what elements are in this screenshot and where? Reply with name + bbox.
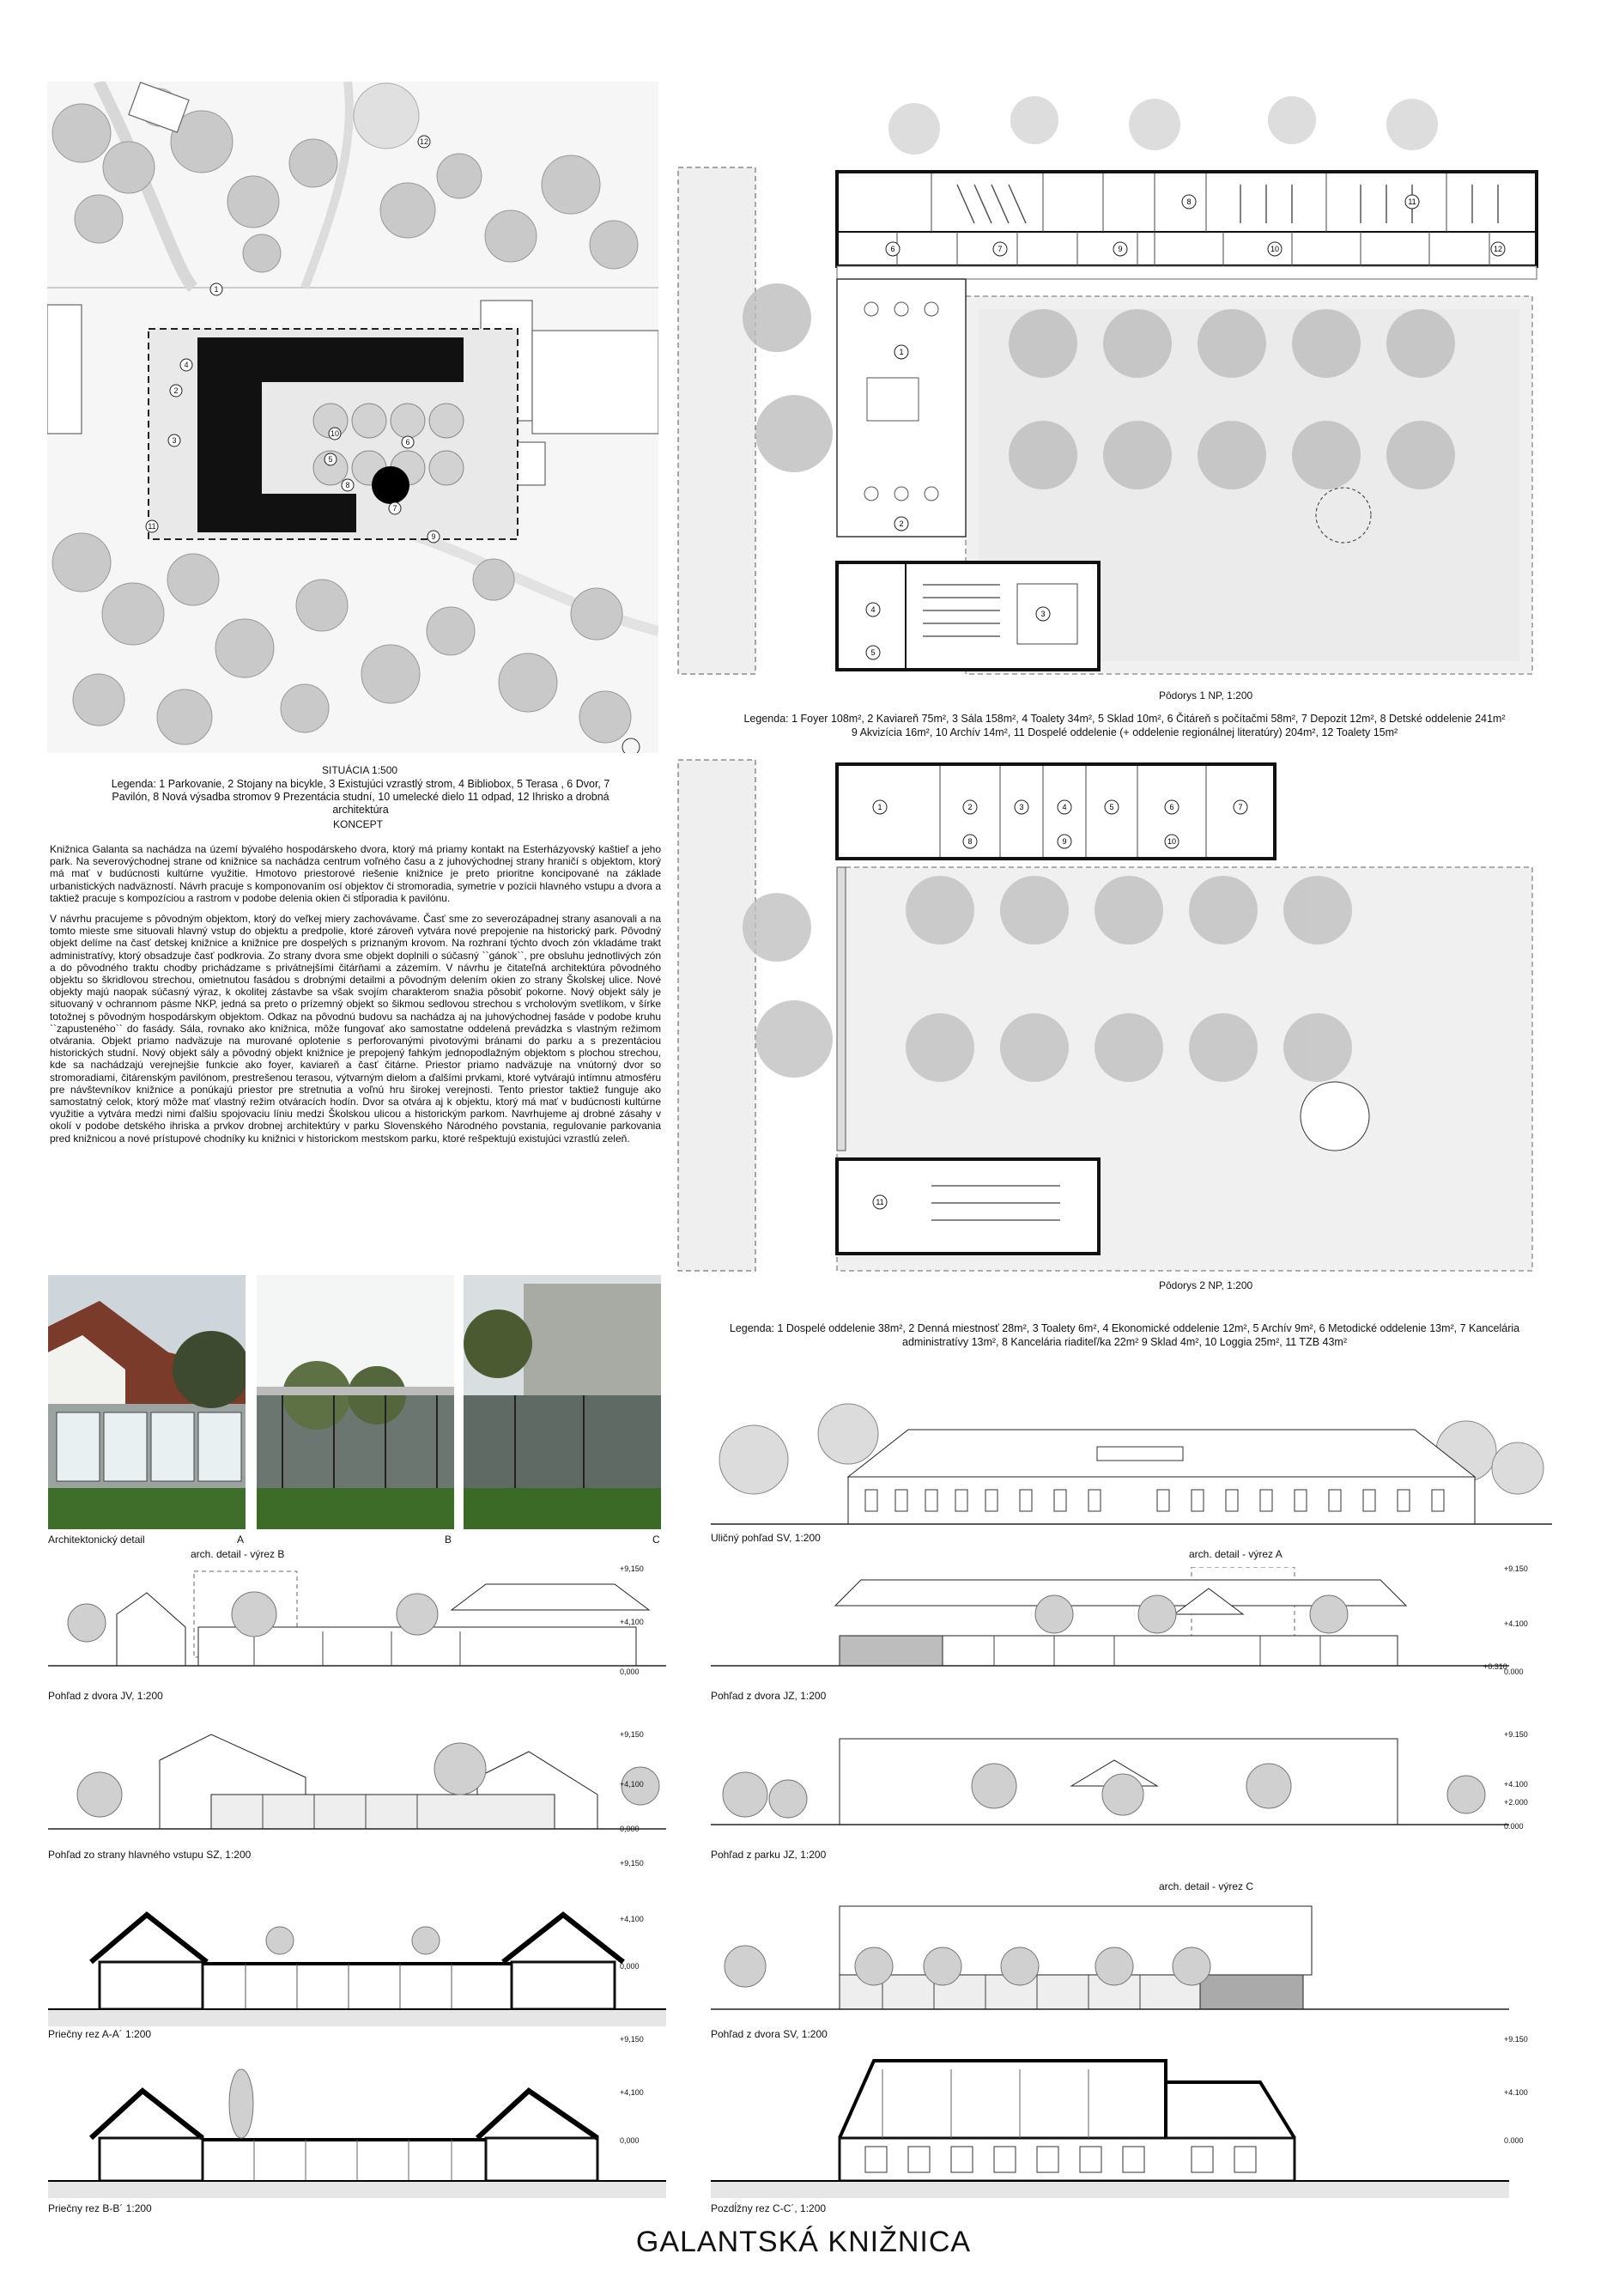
detail-c-label: arch. detail - výrez C xyxy=(1159,1880,1254,1892)
page-title: GALANTSKÁ KNIŽNICA xyxy=(635,2226,972,2258)
room-1: 1 xyxy=(899,348,904,356)
room-7: 7 xyxy=(998,245,1003,253)
elevation-park-jz xyxy=(711,1726,1509,1846)
level-9150-park: +9.150 xyxy=(1504,1730,1528,1739)
site-marker-3: 3 xyxy=(172,436,177,445)
site-marker-6: 6 xyxy=(405,438,410,446)
room-9: 9 xyxy=(1118,245,1123,253)
level-9150-cc: +9.150 xyxy=(1504,2035,1528,2044)
site-marker-9: 9 xyxy=(431,532,436,541)
section-bb-caption: Priečny rez B-B´ 1:200 xyxy=(48,2202,152,2214)
room-5: 5 xyxy=(870,648,876,657)
park-jz-caption: Pohľad z parku JZ, 1:200 xyxy=(711,1849,827,1861)
section-bb xyxy=(48,2044,666,2198)
room-4: 4 xyxy=(870,605,876,614)
street-sv-caption: Uličný pohľad SV, 1:200 xyxy=(711,1532,821,1544)
level-0-cc: 0.000 xyxy=(1504,2136,1524,2145)
room2-1: 1 xyxy=(877,803,882,811)
level-4100-sz: +4,100 xyxy=(620,1780,644,1789)
details-caption: Architektonický detail xyxy=(48,1534,145,1546)
detail-label-b: B xyxy=(445,1534,452,1546)
site-marker-7: 7 xyxy=(392,504,397,513)
detail-label-c: C xyxy=(652,1534,660,1546)
concept-text xyxy=(50,843,661,1153)
level-4100-jz: +4.100 xyxy=(1504,1619,1528,1628)
room-2: 2 xyxy=(899,519,904,528)
concept-paragraph-2: V návrhu pracujeme s pôvodným objektom, ktorý do veľkej miery zachovávame. Časť sme zo severozápadnej strany asanovali a na tomto mieste sme situovali hlavný vstup do objektu a predpolie, ktoré zároveň vytvára nové prepojenie na historický park. Pôvodný objekt delíme na časť detskej knižnice a knižnice pre dospelých s priznaným krovom. Na rozhraní týchto dvoch zón vkladáme trakt administratívy, ktorý obsadzuje časť podkrovia. Zo strany dvora sme objekt doplnili o súčasný ``gánok``, pre obsluhu jednotlivých zón a do pôvodného traktu chodby prichádzame s privátnejšími čitárňami a zázemím. V návrhu je čitateľná architektúra pôvodného objektu so škridlovou strechou, omietnutou fasádou s drobnými detailmi a pôvodným delením okien zo strany Školskej ulice. Nové objekty majú naopak súčasný výraz, k okolitej zástavbe sa však svojím charakterom snažia pôsobiť pokorne. Nový objekt sály je situovaný v ochrannom pásme NKP, jedná sa preto o prízemný objekt so šikmou sedlovou strechou s vrcholovým svetlíkom, v šírke totožnej s pôvodným hospodárskym objektom. Odkaz na pôvodnú budovu sa nachádza aj na juhovýchodnej fasáde v podobe kruhu ``zapusteného`` do fasády. Sála, rovnako ako knižnica, môže fungovať ako samostatne oddelená prevádzka s vlastným režimom otvárania. Objekt priamo nadväzuje na murované oplotenie s perforovanými pivotovými bránami do parku a s prezentáciou historických studní. Nový objekt sály a pôvodný objekt knižnice je prepojený fahkým jednopodlažným objektom s plochou strechou, kde sa nachádzajú verejnejšie funkcie ako foyer, kaviareň a časť čitárne. Priestor priamo nadväzuje na vnútorný dvor so stromoradiami, čitárenským pavilónom, prestrešenou terasou, výtvarným dielom a ďalšími prvkami, ktoré vytvárajú intímnu atmosféru pre návštevníkov knižnice a ponúkajú priestor pre stretnutia a voľnú hru širokej verejnosti. Tento priestor taktiež funguje ako samostatný celok, ktorý môže mať vlastný režim otváracích hodín. Dvor sa otvára aj k objektu, ktorý má mať v budúcnosti kultúrne využitie a vytvára medzi nimi ďalšiu spojovaciu líniu medzi Školskou ulicou a historickým parkom. Navrhujeme aj drobné zásahy v okolí v podobe detského ihriska a prvkov drobnej architektúry v parku Slovenského Národného povstania, regulovanie parkovania pred knižnicou a nové prístupové chodníky ku knižnici v historickom mestskom parku, ktoré rešpektujú existujúci vzrastlú zeleň. xyxy=(50,913,661,1145)
floor2-legend-1: Legenda: 1 Dospelé oddelenie 38m², 2 Denná miestnosť 28m², 3 Toalety 6m², 4 Ekonomické oddelenie 12m², 5 Archív 9m², 6 Metodické oddelenie 13m², 7 Kancelária xyxy=(729,1322,1520,1334)
room2-4: 4 xyxy=(1062,803,1067,811)
level-0-jv: 0,000 xyxy=(620,1667,640,1676)
site-marker-4: 4 xyxy=(184,361,189,369)
site-marker-10: 10 xyxy=(330,429,340,438)
room-3: 3 xyxy=(1040,610,1046,618)
detail-render-a xyxy=(48,1275,246,1529)
detail-render-c xyxy=(464,1275,661,1529)
level-2000-park: +2.000 xyxy=(1504,1798,1528,1807)
elevation-entrance-sz xyxy=(48,1726,666,1846)
room2-8: 8 xyxy=(967,837,973,846)
detail-render-b xyxy=(257,1275,454,1529)
level-9150-aa: +9,150 xyxy=(620,1859,644,1868)
level-9150-jv: +9,150 xyxy=(620,1564,644,1573)
floor-plan-2np xyxy=(674,756,1558,1279)
floor2-legend-2: administratívy 13m², 8 Kancelária riaditeľ/ka 22m² 9 Sklad 4m², 10 Loggia 25m², 11 TZB 43m² xyxy=(902,1336,1347,1348)
section-cc-caption: Pozdĺžny rez C-C´, 1:200 xyxy=(711,2202,827,2214)
elevation-court-sv xyxy=(711,1872,1509,2022)
floor1-legend-2: 9 Akvizícia 16m², 10 Archív 14m², 11 Dospelé oddelenie (+ oddelenie regionálnej literatúry) 204m², 12 Toalety 15m² xyxy=(851,726,1398,738)
room-11: 11 xyxy=(1408,197,1416,206)
level-4100-aa: +4,100 xyxy=(620,1915,644,1923)
concept-paragraph-1: Knižnica Galanta sa nachádza na území bývalého hospodárskeho dvora, ktorý má priamy kontakt na Esterházyovský kaštieľ a jeho park. Na severovýchodnej strane od knižnice sa nachádza centrum voľného času a z juhovýchodnej strany hraničí s objektom, ktorý má mať v budúcnosti kultúrne využitie. Hmotovo priestorové riešenie knižnice je preto prioritne koncipované na základe urbanistických nadväzností. Návrh pracuje s komponovaním osí objektov či stromoradia, symetrie v pozícii hlavného vstupu a dvora a taktiež pracuje s kompozíciou a rastrom v podobe delenia okien či stĺporadia k pavilónu. xyxy=(50,843,661,904)
level-0-bb: 0,000 xyxy=(620,2136,640,2145)
site-marker-8: 8 xyxy=(345,481,350,489)
room2-11: 11 xyxy=(876,1198,884,1206)
section-aa-caption: Priečny rez A-A´ 1:200 xyxy=(48,2028,152,2040)
floor1-legend-1: Legenda: 1 Foyer 108m², 2 Kaviareň 75m², 3 Sála 158m², 4 Toalety 34m², 5 Sklad 10m², 6 Čitáreň s počítačmi 58m², 7 Depozit 12m², 8 Detské oddelenie 241m² xyxy=(743,713,1506,725)
floor2-caption: Pôdorys 2 NP, 1:200 xyxy=(1159,1279,1253,1291)
site-marker-12: 12 xyxy=(419,137,429,146)
detail-a-label: arch. detail - výrez A xyxy=(1189,1548,1283,1560)
room2-10: 10 xyxy=(1167,837,1177,846)
level-4100-bb: +4,100 xyxy=(620,2088,644,2097)
site-plan xyxy=(47,82,658,753)
level-0310-jz: +0.310 xyxy=(1483,1662,1507,1671)
situation-caption: SITUÁCIA 1:500 xyxy=(322,764,398,776)
room2-6: 6 xyxy=(1169,803,1174,811)
level-4100-park: +4.100 xyxy=(1504,1780,1528,1789)
level-4100-jv: +4,100 xyxy=(620,1618,644,1626)
level-0-jz: 0.000 xyxy=(1504,1667,1524,1676)
detail-b-label: arch. detail - výrez B xyxy=(191,1548,285,1560)
floor-plan-1np xyxy=(674,94,1558,687)
elevation-court-jz xyxy=(711,1567,1509,1683)
site-marker-2: 2 xyxy=(173,386,179,395)
elevation-court-jv xyxy=(48,1567,666,1683)
court-jv-caption: Pohľad z dvora JV, 1:200 xyxy=(48,1690,163,1702)
room2-9: 9 xyxy=(1062,837,1067,846)
level-0-park: 0.000 xyxy=(1504,1822,1524,1831)
section-cc xyxy=(711,2044,1509,2198)
site-marker-11: 11 xyxy=(148,522,156,531)
level-0-sz: 0,000 xyxy=(620,1825,640,1833)
room-10: 10 xyxy=(1270,245,1280,253)
room-6: 6 xyxy=(890,245,895,253)
site-marker-1: 1 xyxy=(214,285,219,294)
level-0-aa: 0,000 xyxy=(620,1962,640,1971)
elevation-street-sv xyxy=(711,1382,1552,1528)
court-jz-caption: Pohľad z dvora JZ, 1:200 xyxy=(711,1690,827,1702)
room2-7: 7 xyxy=(1238,803,1243,811)
entrance-sz-caption: Pohľad zo strany hlavného vstupu SZ, 1:200 xyxy=(48,1849,252,1861)
situation-legend: Legenda: 1 Parkovanie, 2 Stojany na bicykle, 3 Existujúci vzrastlý strom, 4 Bibliobox, 5 Terasa , 6 Dvor, 7 Pavilón, 8 Nová výsadba stromov 9 Prezentácia studní, 10 umelecké dielo 11 odpad, 12 Ihrisko a drobná architektúra xyxy=(111,778,610,816)
section-aa xyxy=(48,1868,666,2026)
room2-5: 5 xyxy=(1109,803,1114,811)
court-sv-caption: Pohľad z dvora SV, 1:200 xyxy=(711,2028,828,2040)
room2-3: 3 xyxy=(1019,803,1024,811)
room-8: 8 xyxy=(1186,197,1192,206)
concept-heading: KONCEPT xyxy=(333,818,384,830)
site-marker-5: 5 xyxy=(328,455,333,464)
level-9150-sz: +9,150 xyxy=(620,1730,644,1739)
level-4100-cc: +4.100 xyxy=(1504,2088,1528,2097)
level-9150-jz: +9.150 xyxy=(1504,1564,1528,1573)
floor1-caption: Pôdorys 1 NP, 1:200 xyxy=(1159,689,1253,702)
detail-label-a: A xyxy=(237,1534,245,1546)
room-12: 12 xyxy=(1493,245,1503,253)
level-9150-bb: +9,150 xyxy=(620,2035,644,2044)
room2-2: 2 xyxy=(967,803,973,811)
